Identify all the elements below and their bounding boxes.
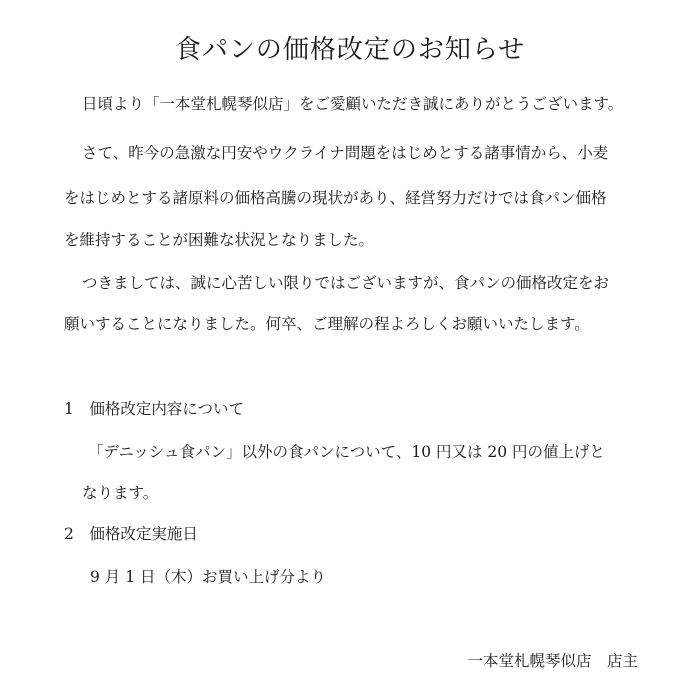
section-1-text-line-2: なります。 <box>82 484 159 502</box>
section-2-text: 9 月 1 日（木）お買い上げ分より <box>90 568 327 586</box>
reason-paragraph-line-3: を維持することが困難な状況となりました。 <box>64 231 375 249</box>
greeting-paragraph: 日頃より「一本堂札幌琴似店」をご愛顧いただき誠にありがとうございます。 <box>82 95 624 113</box>
request-paragraph-line-2: 願いすることになりました。何卒、ご理解の程よろしくお願いいたします。 <box>64 315 590 333</box>
request-paragraph-line-1: つきましては、誠に心苦しい限りではございますが、食パンの価格改定をお <box>82 274 610 292</box>
section-2-heading: 2 価格改定実施日 <box>64 525 198 543</box>
notice-title: 食パンの価格改定のお知らせ <box>174 35 526 65</box>
reason-paragraph-line-1: さて、昨今の急激な円安やウクライナ問題をはじめとする諸事情から、小麦 <box>82 144 609 162</box>
reason-paragraph-line-2: をはじめとする諸原料の価格高騰の現状があり、経営努力だけでは食パン価格 <box>64 189 607 207</box>
section-1-text-line-1: 「デニッシュ食パン」以外の食パンについて、10 円又は 20 円の値上げと <box>88 443 606 461</box>
section-1-heading: 1 価格改定内容について <box>64 400 245 418</box>
signature: 一本堂札幌琴似店 店主 <box>467 652 638 670</box>
